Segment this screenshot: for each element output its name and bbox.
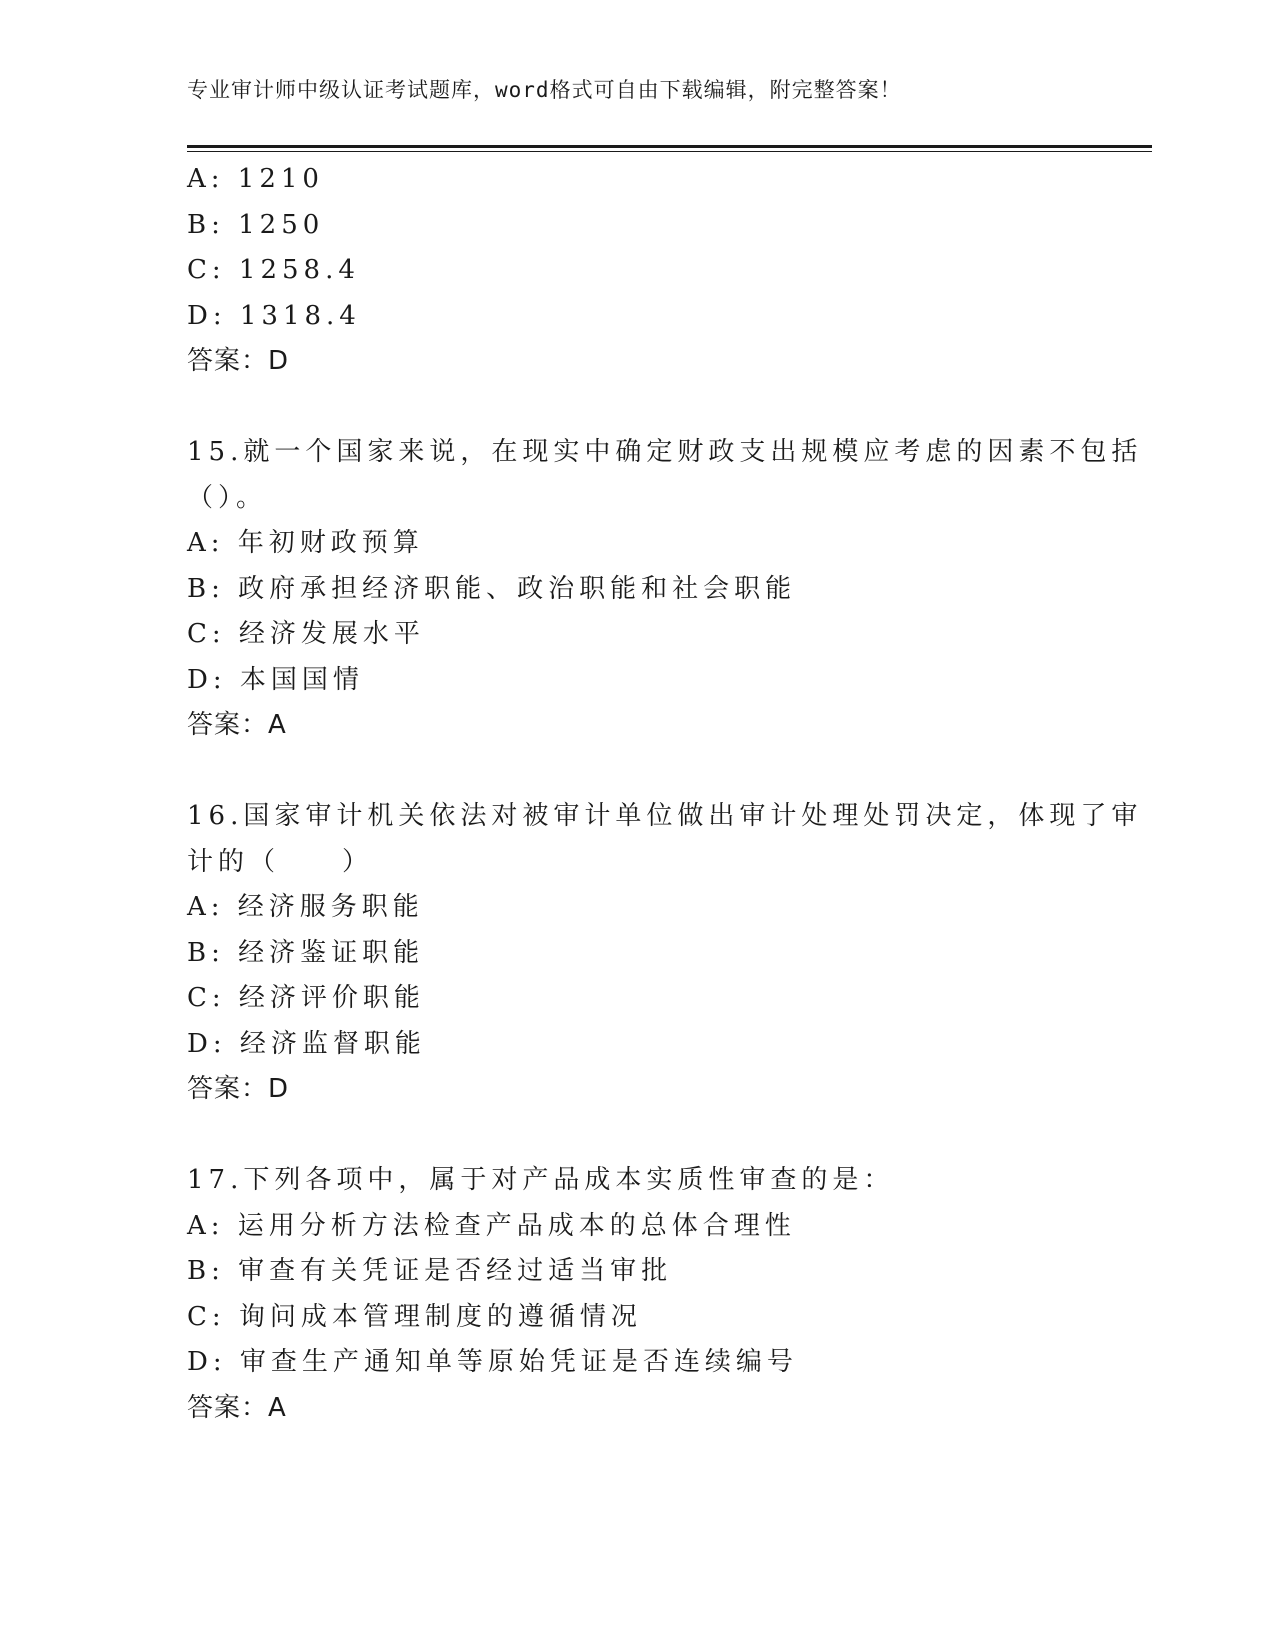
option-a: A: 1210 [187,164,324,194]
question-block-15 [187,430,1143,749]
question-block-17 [187,1158,1107,1431]
option-d: D: 本国国情 [187,664,364,695]
option-b: B: 政府承担经济职能、政治职能和社会职能 [187,573,797,604]
option-a: A: 年初财政预算 [187,528,424,558]
header-rule-thick [187,145,1152,148]
question-stem: 17.下列各项中，属于对产品成本实质性审查的是： [187,1165,895,1195]
option-b: B: 1250 [187,209,325,240]
option-b: B: 经济鉴证职能 [187,937,425,968]
question-stem: 16.国家审计机关依法对被审计单位做出审计处理处罚决定，体现了审 [187,801,1143,831]
question-stem: 计的（ ） [187,846,374,877]
option-b: B: 审查有关凭证是否经过适当审批 [187,1256,673,1286]
option-c: C: 经济发展水平 [187,619,425,649]
option-a: A: 运用分析方法检查产品成本的总体合理性 [187,1210,796,1241]
header-rule-thin [187,151,1152,152]
answer-line: 答案：A [187,1392,287,1423]
question-content [187,157,1143,1431]
option-d: D: 审查生产通知单等原始凭证是否连续编号 [187,1347,798,1377]
spacer [187,385,1107,431]
spacer [187,749,1107,795]
spacer [187,1113,1107,1159]
answer-line: 答案：A [187,710,287,740]
question-stem: （）。 [187,482,268,513]
option-d: D: 经济监督职能 [187,1028,426,1059]
question-stem: 15.就一个国家来说，在现实中确定财政支出规模应考虑的因素不包括 [187,437,1143,467]
question-block-16 [187,794,1143,1113]
option-c: C: 经济评价职能 [187,983,425,1013]
page-header: 专业审计师中级认证考试题库，word格式可自由下载编辑，附完整答案！ [187,78,902,102]
option-d: D: 1318.4 [187,300,361,331]
answer-line: 答案：D [187,346,290,376]
question-block-14-tail [187,157,1107,385]
option-a: A: 经济服务职能 [187,892,424,922]
option-c: C: 1258.4 [187,255,360,285]
option-c: C: 询问成本管理制度的遵循情况 [187,1301,642,1332]
answer-line: 答案：D [187,1074,290,1104]
